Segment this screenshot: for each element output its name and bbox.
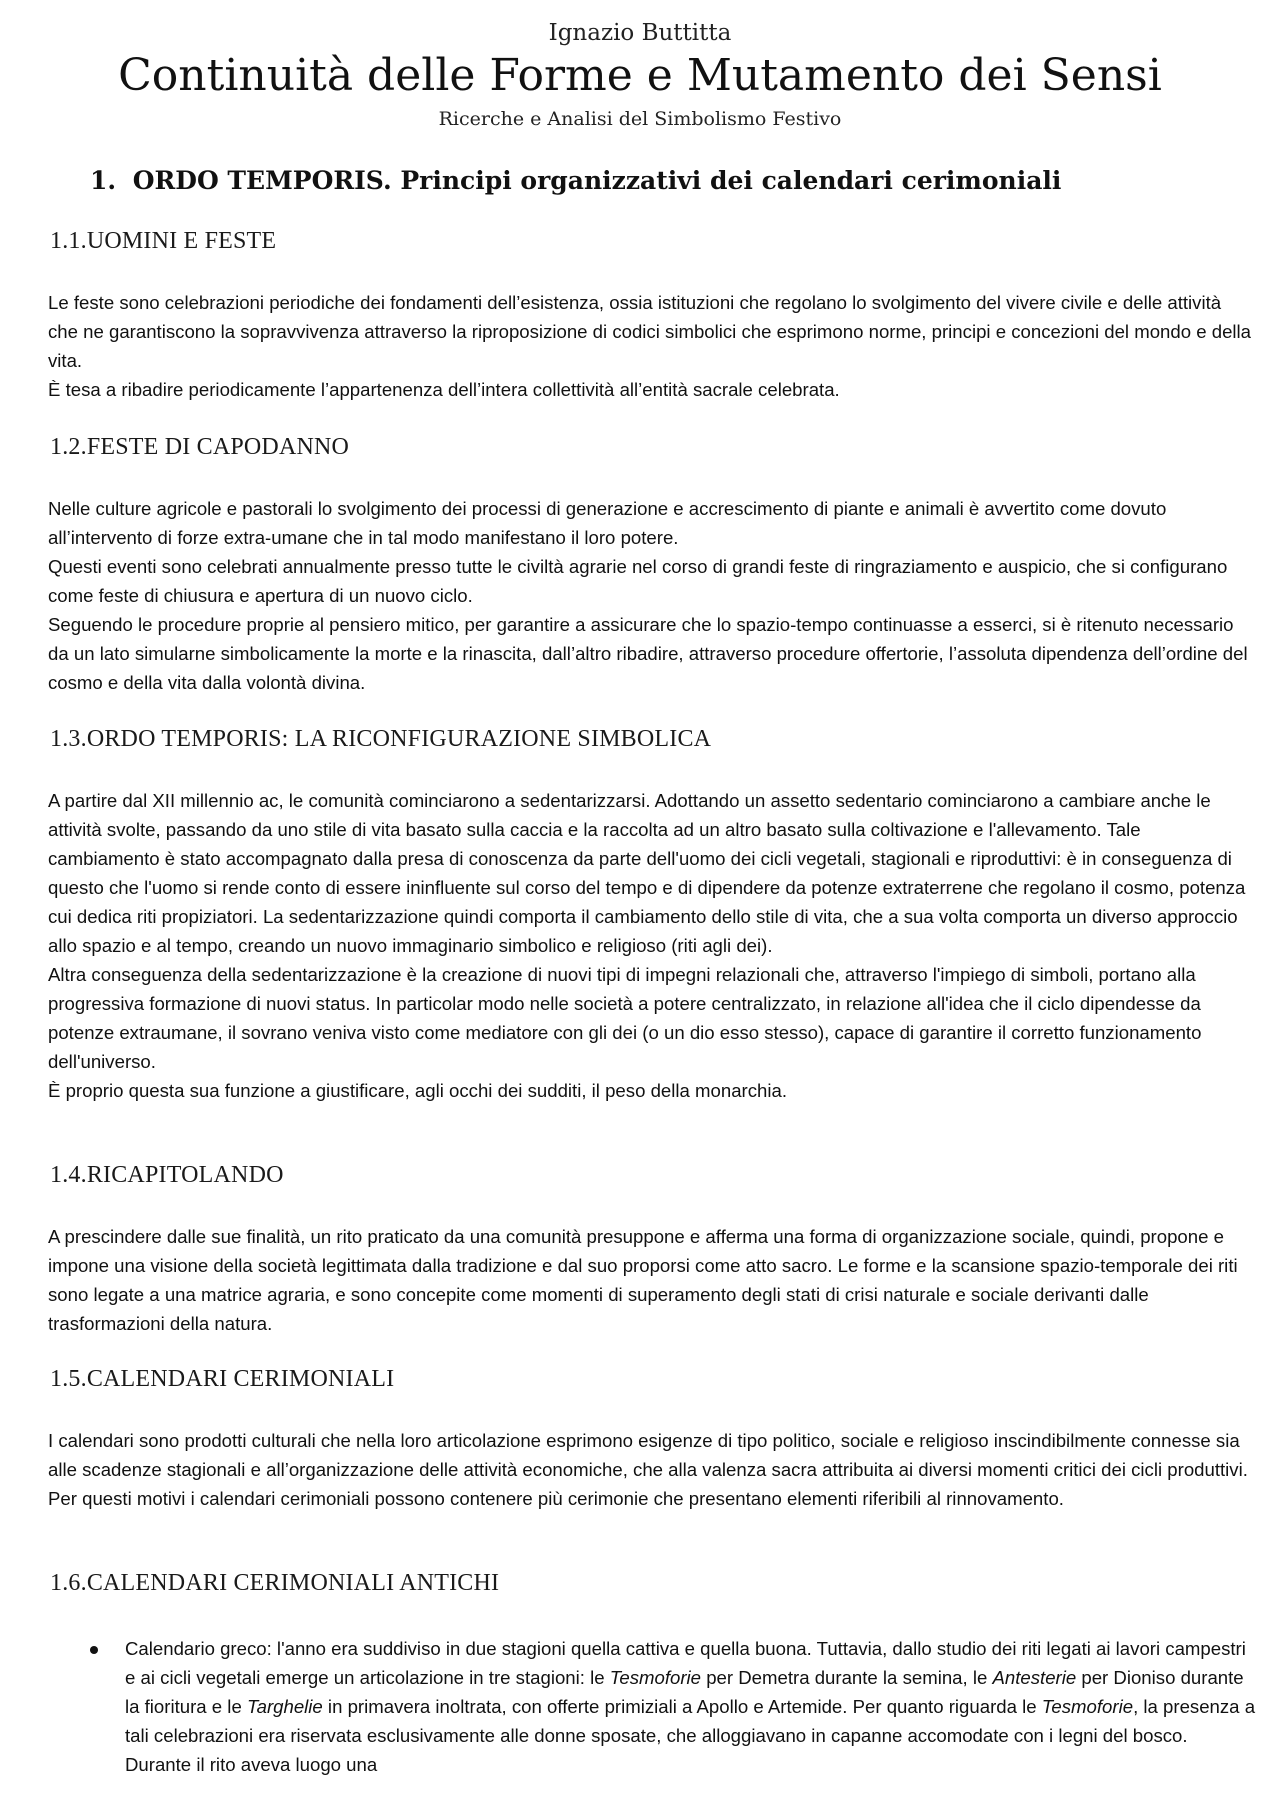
section-number: 1.4.	[50, 1162, 87, 1188]
section-heading-1-6	[50, 1570, 1230, 1597]
document-title: Continuità delle Forme e Mutamento dei Sensi	[118, 50, 1162, 101]
section-title: CALENDARI CERIMONIALI ANTICHI	[86, 1570, 500, 1596]
paragraph: A prescindere dalle sue finalità, un rito praticato da una comunità presuppone e afferma una forma di organizzazione sociale, quindi, propone e impone una visione della società legittimata dalla tradizione e dal suo proporsi come atto sacro. Le forme e la scansione spazio-temporale dei riti sono legate a una matrice agraria, e sono concepite come momenti di superamento degli stati di crisi naturale e sociale derivanti dalle trasformazioni della natura.	[48, 1226, 1238, 1334]
section-title: CALENDARI CERIMONIALI	[86, 1366, 395, 1392]
section-heading-1-1	[50, 228, 1230, 255]
section-number: 1.5.	[50, 1366, 87, 1392]
section-body-1-3	[48, 786, 1253, 1105]
section-body-1-5	[48, 1426, 1253, 1513]
document-subtitle: Ricerche e Analisi del Simbolismo Festivo	[438, 108, 842, 130]
paragraph: Altra conseguenza della sedentarizzazione è la creazione di nuovi tipi di impegni relazionali che, attraverso l'impiego di simboli, portano alla progressiva formazione di nuovi status. In particolar modo nelle società a potere centralizzato, in relazione all'idea che il ciclo dipendesse da potenze extraumane, il sovrano veniva visto come mediatore con gli dei (o un dio esso stesso), capace di garantire il corretto funzionamento dell'universo.	[48, 964, 1202, 1072]
author-name: Ignazio Buttitta	[548, 20, 732, 46]
section-body-1-4	[48, 1222, 1253, 1338]
chapter-heading	[90, 166, 1240, 195]
paragraph: Le feste sono celebrazioni periodiche dei fondamenti dell’esistenza, ossia istituzioni che regolano lo svolgimento del vivere civile e delle attività che ne garantiscono la sopravvivenza attraverso la riproposizione di codici simbolici che esprimono norme, principi e concezioni del mondo e della vita.	[48, 292, 1252, 371]
section-title: ORDO TEMPORIS: LA RICONFIGURAZIONE SIMBOLICA	[86, 726, 712, 752]
section-number: 1.6.	[50, 1570, 87, 1596]
section-title: UOMINI E FESTE	[86, 228, 277, 254]
chapter-number: 1.	[90, 166, 117, 195]
paragraph: Nelle culture agricole e pastorali lo svolgimento dei processi di generazione e accrescimento di piante e animali è avvertito come dovuto all’intervento di forze extra-umane che in tal modo manifestano il loro potere.	[48, 498, 1167, 548]
section-heading-1-4	[50, 1162, 1230, 1189]
bullet-icon	[90, 1646, 98, 1654]
paragraph: I calendari sono prodotti culturali che nella loro articolazione esprimono esigenze di tipo politico, sociale e religioso inscindibilmente connesse sia alle scadenze stagionali e all’organizzazione delle attività economiche, che alla valenza sacra attribuita ai diversi momenti critici dei cicli produttivi. Per questi motivi i calendari cerimoniali possono contenere più cerimonie che presentano elementi riferibili al rinnovamento.	[48, 1430, 1248, 1509]
section-heading-1-5	[50, 1366, 1230, 1393]
section-body-1-1	[48, 288, 1253, 404]
section-number: 1.3.	[50, 726, 87, 752]
paragraph: È proprio questa sua funzione a giustificare, agli occhi dei sudditi, il peso della monarchia.	[48, 1080, 788, 1101]
chapter-title: ORDO TEMPORIS. Principi organizzativi dei calendari cerimoniali	[132, 166, 1062, 195]
paragraph: È tesa a ribadire periodicamente l’appartenenza dell’intera collettività all’entità sacrale celebrata.	[48, 379, 840, 400]
paragraph: Seguendo le procedure proprie al pensiero mitico, per garantire a assicurare che lo spazio-tempo continuasse a esserci, si è ritenuto necessario da un lato simularne simbolicamente la morte e la rinascita, dall’altro ribadire, attraverso procedure offertorie, l’assoluta dipendenza dell’ordine del cosmo e della vita dalla volontà divina.	[48, 614, 1248, 693]
section-title: FESTE DI CAPODANNO	[86, 434, 350, 460]
section-number: 1.2.	[50, 434, 87, 460]
list-item-text: Calendario greco: l'anno era suddiviso in due stagioni quella cattiva e quella buona. Tuttavia, dallo studio dei riti legati ai lavori campestri e ai cicli vegetali emerge un articolazione in tre stagioni: le Tesmoforie per Demetra durante la semina, le Antesterie per Dioniso durante la fioritura e le Targhelie in primavera inoltrata, con offerte primiziali a Apollo e Artemide. Per quanto riguarda le Tesmoforie, la presenza a tali celebrazioni era riservata esclusivamente alle donne sposate, che alloggiavano in capanne accomodate con i legni del bosco. Durante il rito aveva luogo una	[125, 1638, 1256, 1775]
paragraph: A partire dal XII millennio ac, le comunità cominciarono a sedentarizzarsi. Adottando un assetto sedentario cominciarono a cambiare anche le attività svolte, passando da uno stile di vita basato sulla caccia e la raccolta ad un altro basato sulla coltivazione e l'allevamento. Tale cambiamento è stato accompagnato dalla presa di conoscenza da parte dell'uomo dei cicli vegetali, stagionali e riproduttivi: è in conseguenza di questo che l'uomo si rende conto di essere ininfluente sul corso del tempo e di dipendere da potenze extraterrene che regolano il cosmo, potenza cui dedica riti propiziatori. La sedentarizzazione quindi comporta il cambiamento dello stile di vita, che a sua volta comporta un diverso approccio allo spazio e al tempo, creando un nuovo immaginario simbolico e religioso (riti agli dei).	[48, 790, 1246, 956]
section-heading-1-3	[50, 726, 1230, 753]
section-heading-1-2	[50, 434, 1230, 461]
paragraph: Questi eventi sono celebrati annualmente presso tutte le civiltà agrarie nel corso di grandi feste di ringraziamento e auspicio, che si configurano come feste di chiusura e apertura di un nuovo ciclo.	[48, 556, 1228, 606]
section-number: 1.1.	[50, 228, 87, 254]
section-title: RICAPITOLANDO	[86, 1162, 284, 1188]
section-body-1-2	[48, 494, 1253, 697]
